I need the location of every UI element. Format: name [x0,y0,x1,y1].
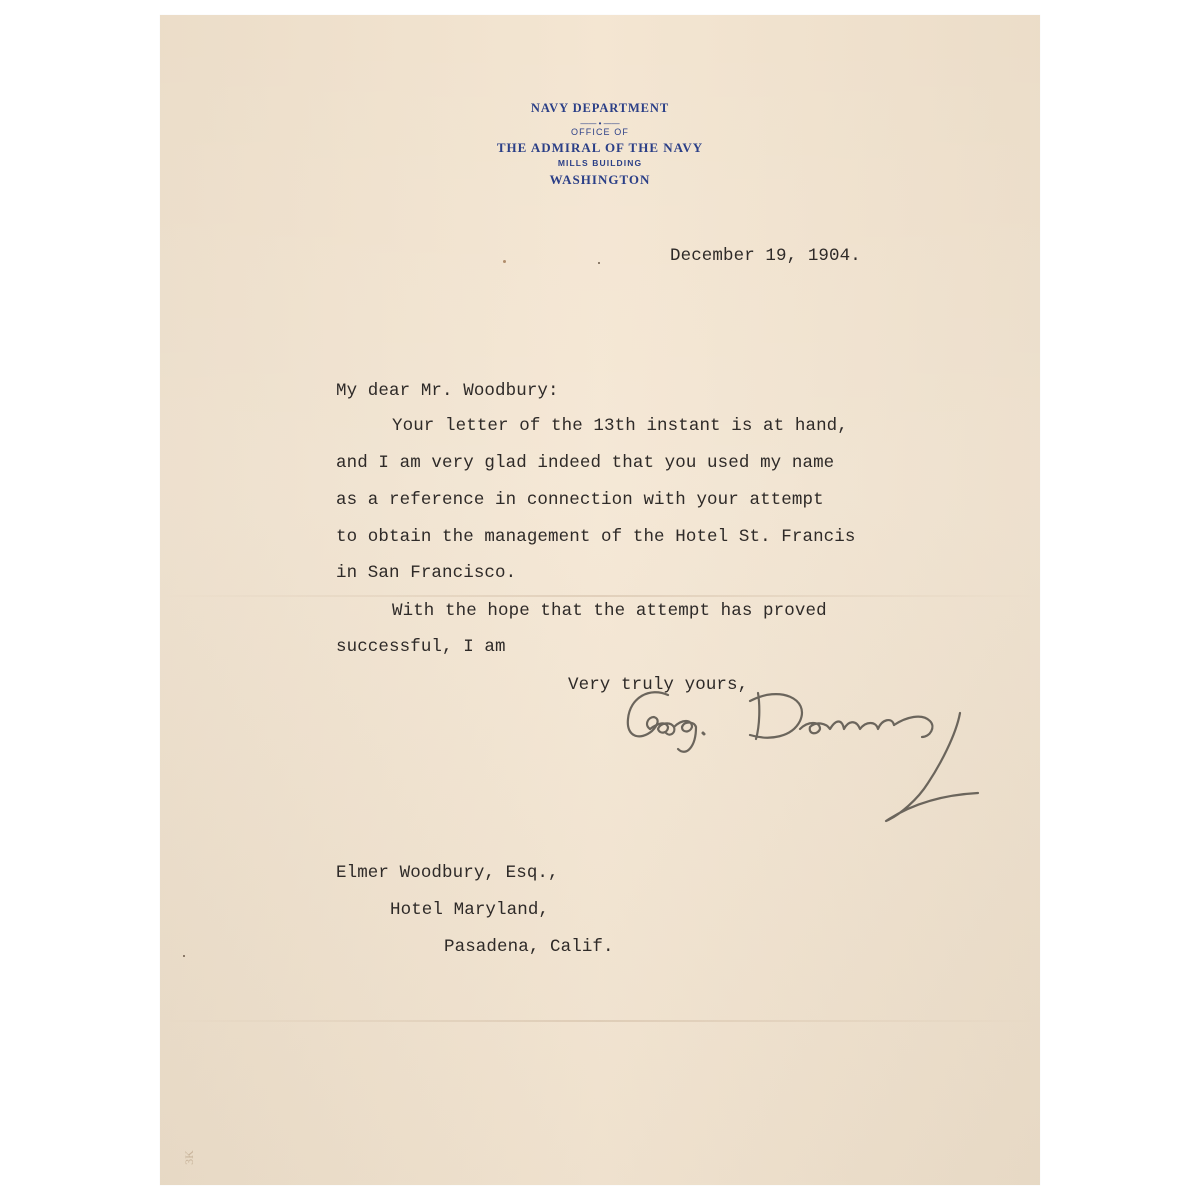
letter-date: December 19, 1904. [670,246,861,266]
letterhead-admiral: THE ADMIRAL OF THE NAVY [496,140,704,155]
paper-speck [598,262,600,264]
handwritten-signature [610,675,1000,835]
body-line: successful, I am [336,637,506,657]
letterhead-department: NAVY DEPARTMENT [530,101,670,115]
fold-line [160,1020,1040,1022]
address-line: Elmer Woodbury, Esq., [336,863,559,883]
letterhead-office-of: OFFICE OF [571,127,629,137]
body-line: to obtain the management of the Hotel St. Francis [336,527,856,547]
letter-salutation: My dear Mr. Woodbury: [336,381,559,401]
letterhead-rule: —— • —— [580,119,620,128]
letter-paper [160,15,1040,1185]
address-line: Pasadena, Calif. [444,937,614,957]
letterhead-city: WASHINGTON [549,172,651,187]
address-line: Hotel Maryland, [390,900,550,920]
fold-line [160,595,1040,597]
body-line: With the hope that the attempt has proved [392,601,827,621]
body-line: in San Francisco. [336,563,517,583]
body-line: as a reference in connection with your attempt [336,490,824,510]
paper-speck [183,955,185,957]
pencil-mark: 3K [181,1150,196,1165]
body-line: Your letter of the 13th instant is at hand, [392,416,848,436]
letterhead-building: MILLS BUILDING [557,158,643,168]
paper-speck [503,260,506,263]
body-line: and I am very glad indeed that you used my name [336,453,835,473]
letter-closing: Very truly yours, [568,675,749,695]
